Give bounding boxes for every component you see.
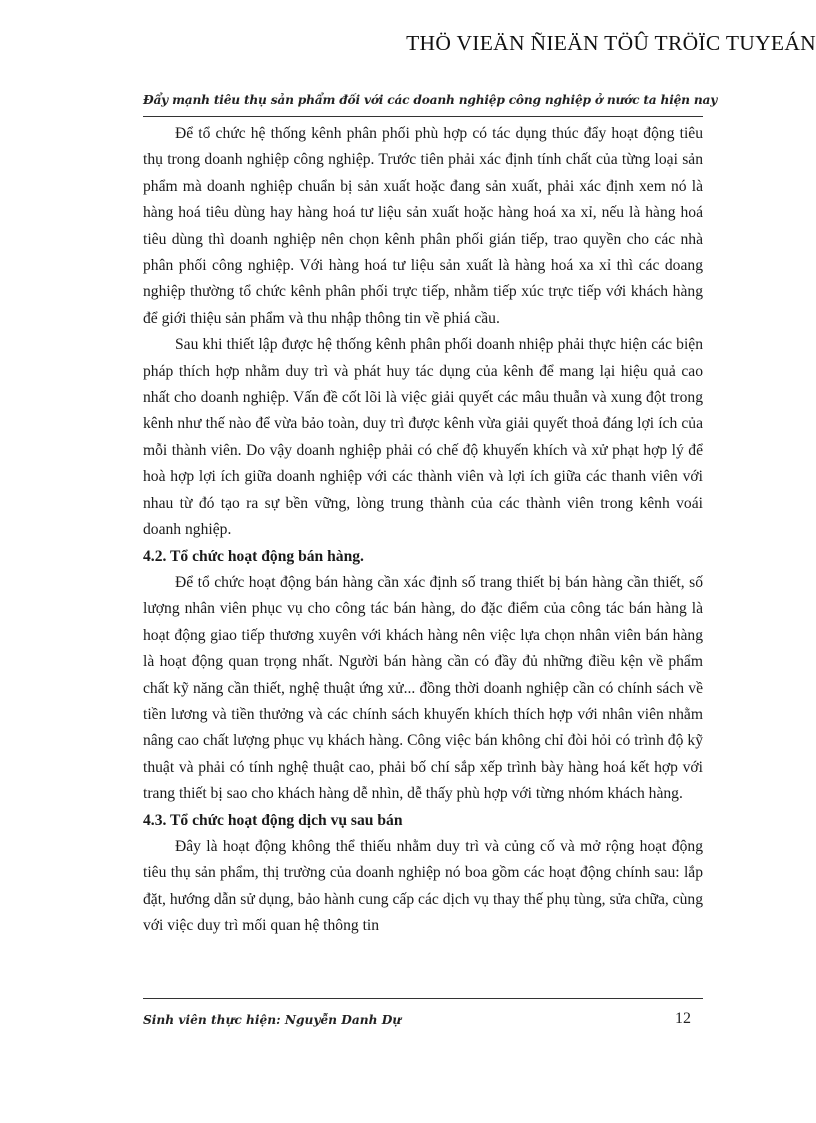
section-heading-after-sales: 4.3. Tổ chức hoạt động dịch vụ sau bán [143,811,403,829]
paragraph-sales-organization: Để tổ chức hoạt động bán hàng cần xác định số trang thiết bị bán hàng cần thiết, số lượng nhân viên phục vụ cho công tác bán hàng, do đặc điểm của công tác bán hàng là hoạt động giao tiếp thương xuyên với khách hàng nên việc lựa chọn nhân viên bán hàng là hoạt động quan trọng nhất. Người bán hàng cần có đầy đủ những điều kện về phẩm chất kỹ năng cần thiết, nghệ thuật ứng xử... đồng thời doanh nghiệp cần có chính sách về tiền lương và tiền thưởng và các chính sách khuyến khích thích hợp với nhân viên nhằm nâng cao chất lượng phục vụ khách hàng. Công việc bán không chỉ đòi hỏi có trình độ kỹ thuật và phải có tính nghệ thuật cao, phải bố chí sắp xếp trình bày hàng hoá kết hợp với trang thiết bị sao cho khách hàng dễ nhìn, dễ thấy phù hợp với từng nhóm khách hàng. [143,573,703,803]
footer-divider [143,998,703,999]
header-divider [143,116,703,117]
paragraph-distribution-channels: Để tổ chức hệ thống kênh phân phối phù hợp có tác dụng thúc đẩy hoạt động tiêu thụ trong doanh nghiệp công nghiệp. Trước tiên phải xác định tính chất của từng loại sản phẩm mà doanh nghiệp chuẩn bị sản xuất hoặc đang sản xuất, phải xác định xem nó là hàng hoá tiêu dùng hay hàng hoá tư liệu sản xuất hoặc hàng hoá xa xỉ, nếu là hàng hoá tiêu dùng thì doanh nghiệp nên chọn kênh phân phối gián tiếp, trao quyền cho các nhà phân phối công nghiệp. Với hàng hoá tư liệu sản xuất là hàng hoá xa xỉ thì các doang nghiệp thường tổ chức kênh phân phối trực tiếp, nhằm tiếp xúc trực tiếp với khách hàng để giới thiệu sản phẩm và thu nhập thông tin về phiá cầu. [143,125,703,327]
page-number: 12 [675,1010,691,1027]
page-body [143,121,703,935]
paragraph-channel-management: Sau khi thiết lập được hệ thống kênh phân phối doanh nhiệp phải thực hiện các biện pháp thích hợp nhằm duy trì và phát huy tác dụng của kênh để mang lại hiệu quả cao nhất cho doanh nghiệp. Vấn đề cốt lõi là việc giải quyết các mâu thuẫn và xung đột trong kênh như thế nào để vừa bảo toàn, duy trì được kênh vừa giải quyết thoả đáng lợi ích của mỗi thành viên. Do vậy doanh nghiệp phải có chế độ khuyến khích và xử phạt hợp lý để hoà hợp lợi ích giữa doanh nghiệp với các thành viên và lợi ích giữa các thanh viên với nhau từ đó tạo ra sự bền vững, lòng trung thành của các thành viên trong kênh voái doanh nghiệp. [143,336,703,539]
site-watermark: THÖ VIEÄN ÑIEÄN TÖÛ TRÖÏC TUYEÁN [406,31,816,55]
paragraph-after-sales-service: Đây là hoạt động không thể thiếu nhằm duy trì và củng cố và mở rộng hoạt động tiêu thụ sản phẩm, thị trường của doanh nghiệp nó boa gồm các hoạt động chính sau: lắp đặt, hướng dẫn sử dụng, bảo hành cung cấp các dịch vụ thay thế phụ tùng, sửa chữa, cùng với việc duy trì mối quan hệ thông tin [143,837,703,935]
running-header-title: Đẩy mạnh tiêu thụ sản phẩm đối với các doanh nghiệp công nghiệp ở nước ta hiện nay [143,93,718,107]
footer-author: Sinh viên thực hiện: Nguyễn Danh Dự [143,1013,402,1027]
section-heading-sales: 4.2. Tổ chức hoạt động bán hàng. [143,547,364,565]
site-header-band [0,0,816,75]
